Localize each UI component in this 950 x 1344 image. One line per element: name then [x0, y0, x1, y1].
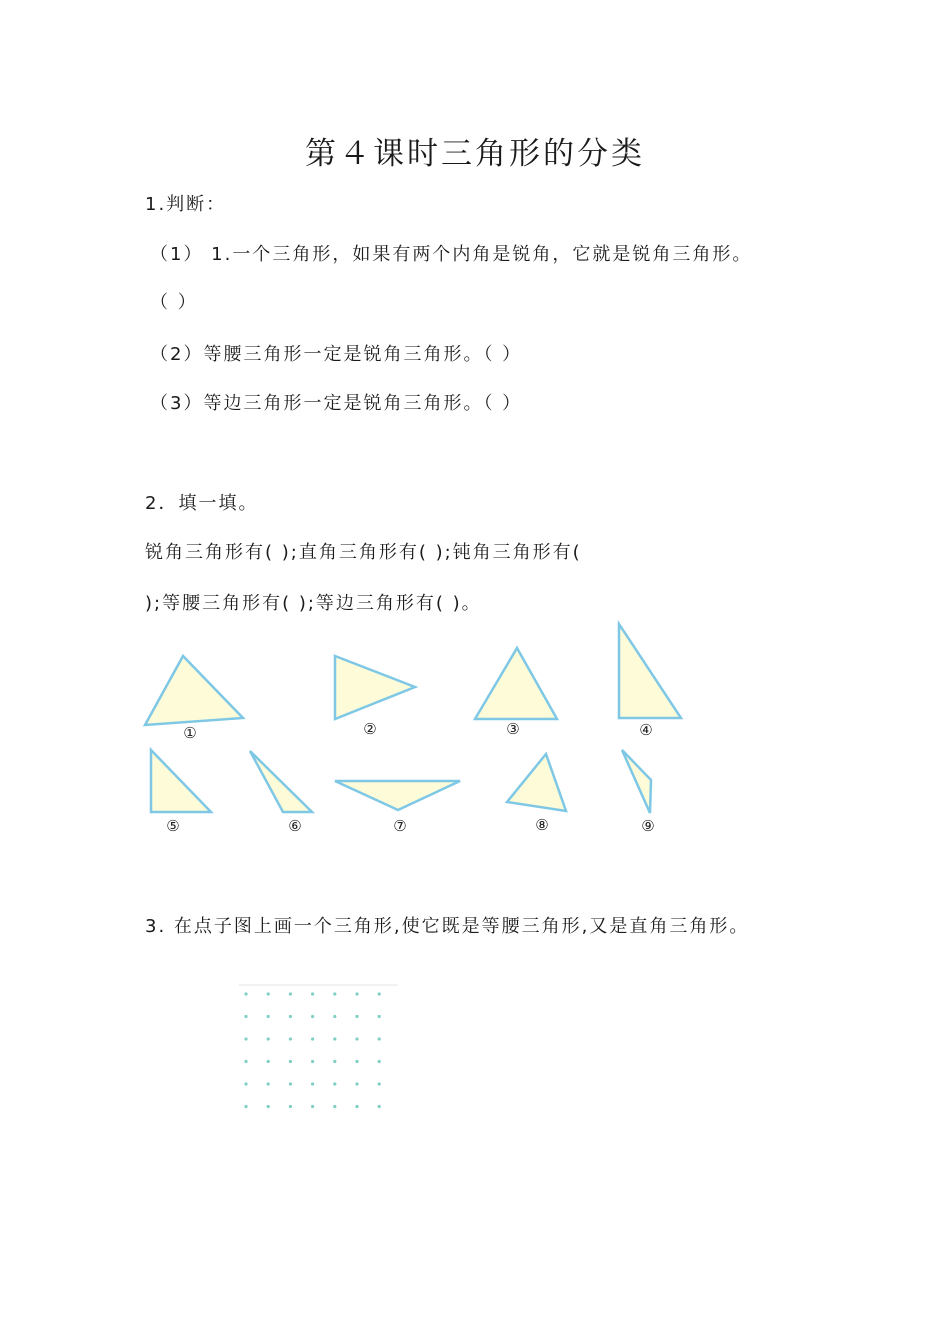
- grid-dot[interactable]: [289, 1037, 292, 1040]
- grid-dot[interactable]: [378, 1015, 381, 1018]
- grid-dot[interactable]: [244, 1015, 247, 1018]
- grid-dot[interactable]: [244, 1105, 247, 1108]
- grid-dot[interactable]: [333, 1015, 336, 1018]
- grid-dot[interactable]: [355, 1105, 358, 1108]
- triangle-label-9: ⑨: [641, 817, 655, 835]
- grid-dot[interactable]: [289, 1105, 292, 1108]
- grid-dot[interactable]: [378, 1082, 381, 1085]
- q3-heading: 3. 在点子图上画一个三角形,使它既是等腰三角形,又是直角三角形。: [145, 916, 750, 937]
- grid-dot[interactable]: [333, 992, 336, 995]
- grid-dot[interactable]: [244, 1082, 247, 1085]
- q1-item1-answer-blank[interactable]: （ ）: [150, 292, 198, 313]
- grid-dot[interactable]: [311, 992, 314, 995]
- grid-dot[interactable]: [355, 1082, 358, 1085]
- q2-fill-line-2: );等腰三角形有( );等边三角形有( )。: [145, 593, 482, 614]
- grid-dot[interactable]: [311, 1082, 314, 1085]
- grid-dot[interactable]: [289, 1060, 292, 1063]
- triangle-label-1: ①: [183, 724, 197, 742]
- q1-heading: 1.判断：: [145, 194, 227, 215]
- grid-dot[interactable]: [267, 992, 270, 995]
- grid-dot[interactable]: [267, 1105, 270, 1108]
- triangle-label-7: ⑦: [393, 817, 407, 835]
- grid-dot[interactable]: [244, 1037, 247, 1040]
- grid-dot[interactable]: [378, 992, 381, 995]
- triangle-label-5: ⑤: [166, 817, 180, 835]
- grid-dot[interactable]: [289, 1082, 292, 1085]
- grid-dot[interactable]: [355, 1037, 358, 1040]
- grid-dot[interactable]: [333, 1060, 336, 1063]
- grid-dot[interactable]: [289, 1015, 292, 1018]
- grid-dot[interactable]: [378, 1105, 381, 1108]
- triangle-label-6: ⑥: [288, 817, 302, 835]
- grid-dot[interactable]: [333, 1082, 336, 1085]
- triangle-label-2: ②: [363, 720, 377, 738]
- grid-dot[interactable]: [378, 1037, 381, 1040]
- grid-dot[interactable]: [311, 1060, 314, 1063]
- grid-dot[interactable]: [311, 1037, 314, 1040]
- grid-dot[interactable]: [311, 1015, 314, 1018]
- q2-heading: 2．填一填。: [145, 493, 259, 514]
- triangle-label-8: ⑧: [535, 816, 549, 834]
- grid-dot[interactable]: [244, 992, 247, 995]
- q1-item1-text: （1） 1.一个三角形，如果有两个内角是锐角，它就是锐角三角形。: [150, 244, 753, 265]
- grid-dot[interactable]: [378, 1060, 381, 1063]
- grid-dot[interactable]: [355, 1060, 358, 1063]
- grid-dot[interactable]: [267, 1060, 270, 1063]
- q1-item2-text: （2）等腰三角形一定是锐角三角形。（ ）: [150, 344, 523, 365]
- grid-dot[interactable]: [289, 992, 292, 995]
- grid-dot[interactable]: [267, 1015, 270, 1018]
- grid-dot[interactable]: [355, 992, 358, 995]
- grid-dot[interactable]: [244, 1060, 247, 1063]
- q2-fill-line-1: 锐角三角形有( );直角三角形有( );钝角三角形有(: [145, 542, 582, 563]
- grid-dot[interactable]: [333, 1105, 336, 1108]
- triangle-label-4: ④: [639, 721, 653, 739]
- grid-dot[interactable]: [355, 1015, 358, 1018]
- page-title: 第４课时三角形的分类: [305, 136, 645, 172]
- triangle-label-3: ③: [506, 720, 520, 738]
- grid-dot[interactable]: [267, 1037, 270, 1040]
- grid-dot[interactable]: [267, 1082, 270, 1085]
- grid-dot[interactable]: [311, 1105, 314, 1108]
- q1-item3-text: （3）等边三角形一定是锐角三角形。（ ）: [150, 393, 523, 414]
- grid-dot[interactable]: [333, 1037, 336, 1040]
